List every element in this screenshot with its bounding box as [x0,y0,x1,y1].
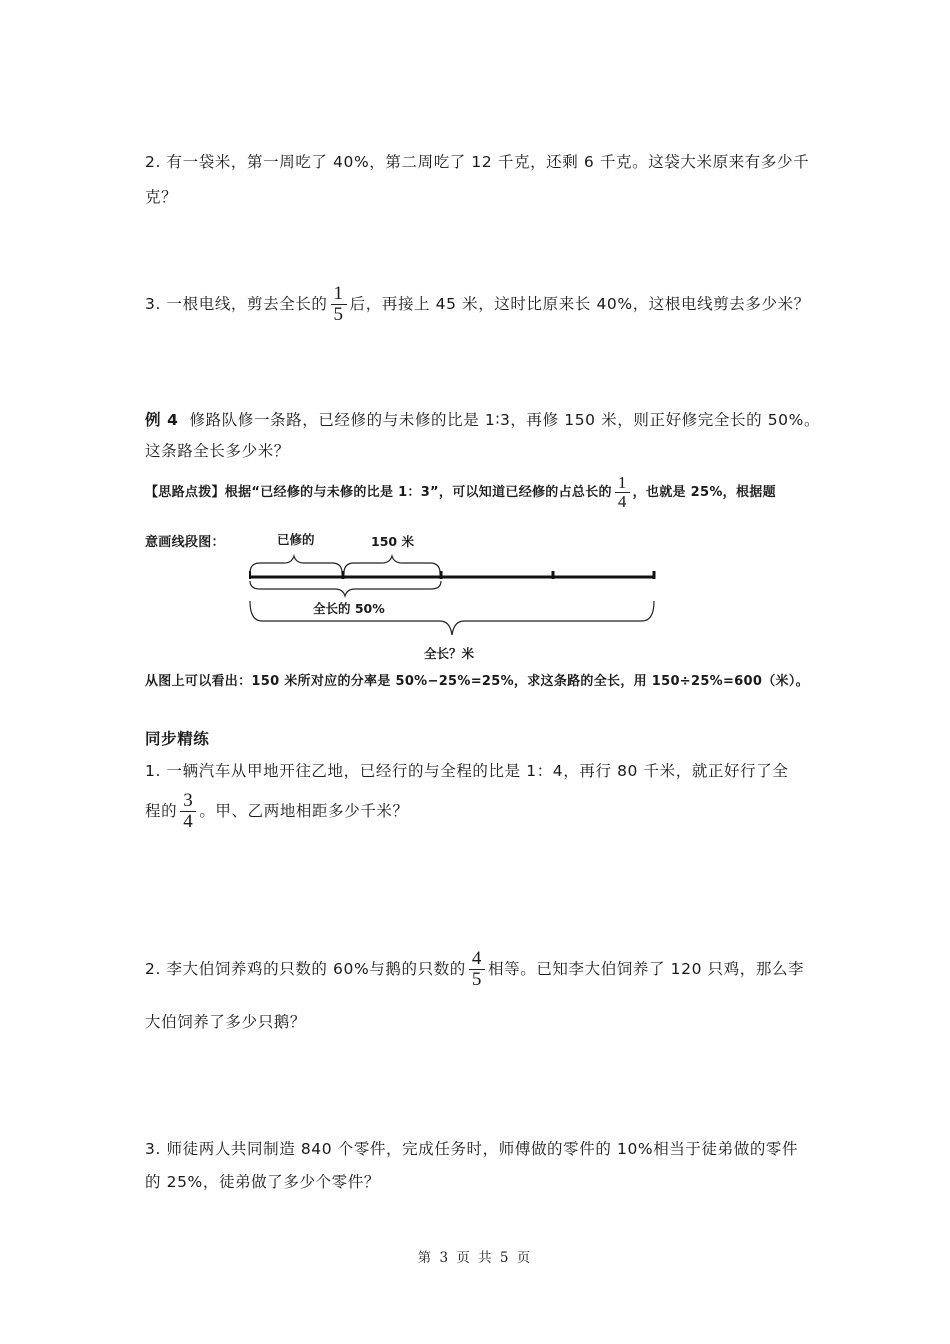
fraction-denominator: 4 [615,492,630,511]
question-3 [145,284,810,325]
fraction-numerator: 1 [333,283,344,304]
hint-line-2: 意画线段图： [145,535,225,550]
question-3-text-before: 3. 一根电线，剪去全长的 [145,294,328,313]
label-done: 已修的 [277,532,315,547]
fraction-three-quarters [180,791,196,832]
practice-1-text-after: 。甲、乙两地相距多少千米？ [199,801,409,820]
fraction-denominator: 4 [180,811,196,832]
brace-half [250,581,441,596]
question-2-line-1: 2. 有一袋米，第一周吃了 40%，第二周吃了 12 千克，还剩 6 千克。这袋大米原来有多少千 [145,153,810,171]
practice-2-text-before: 2. 李大伯饲养鸡的只数的 60%与鹅的只数的 [145,959,466,978]
hint-line-1 [145,474,776,511]
page-footer: 第 3 页 共 5 页 [417,1250,533,1266]
example-4-line-1 [145,408,820,430]
practice-title: 同步精练 [145,730,210,748]
fraction-numerator: 4 [471,948,483,969]
fraction-one-fifth [331,284,347,325]
line-segment-diagram [240,525,670,661]
hint-text-after: ，也就是 25%，根据题 [632,484,776,500]
practice-3-line-2: 的 25%，徒弟做了多少个零件？ [145,1173,380,1191]
conclusion: 从图上可以看出：150 米所对应的分率是 50%−25%=25%，求这条路的全长，用 150÷25%=600（米）。 [145,674,809,689]
hint-text-before: 【思路点拨】根据“已经修的与未修的比是 1：3”，可以知道已经修的占总长的 [145,484,612,500]
label-half-total: 全长的 50% [313,601,385,616]
label-total-length: 全长？米 [424,646,475,661]
example-4-text: 修路队修一条路，已经修的与未修的比是 1∶3，再修 150 米，则正好修完全长的 50%。 [189,411,821,429]
question-3-text-after: 后，再接上 45 米，这时比原来长 40%，这根电线剪去多少米？ [349,294,810,313]
fraction-numerator: 1 [617,473,627,492]
example-4-line-2: 这条路全长多少米？ [145,442,290,460]
practice-1-text-before: 程的 [145,801,178,820]
fraction-denominator: 5 [469,969,485,990]
practice-2-line-2: 大伯饲养了多少只鹅？ [145,1013,307,1031]
fraction-one-quarter [615,474,630,511]
practice-2-line-1 [145,949,804,990]
label-150-meters: 150 米 [371,534,414,549]
brace-total [250,601,654,635]
brace-150 [344,556,440,573]
fraction-numerator: 3 [183,790,194,811]
brace-done [250,556,342,573]
practice-1-line-1: 1. 一辆汽车从甲地开往乙地，已经行的与全程的比是 1：4，再行 80 千米，就正好行了全 [145,762,789,780]
practice-1-line-2 [145,791,409,832]
practice-3-line-1: 3. 师徒两人共同制造 840 个零件，完成任务时，师傅做的零件的 10%相当于徒弟做的零件 [145,1140,799,1158]
question-2-line-2: 克？ [145,188,178,206]
fraction-denominator: 5 [331,304,347,325]
practice-2-text-after: 相等。已知李大伯饲养了 120 只鸡，那么李 [488,959,805,978]
fraction-four-fifths [469,949,485,990]
example-4-label: 例 4 [145,411,179,429]
